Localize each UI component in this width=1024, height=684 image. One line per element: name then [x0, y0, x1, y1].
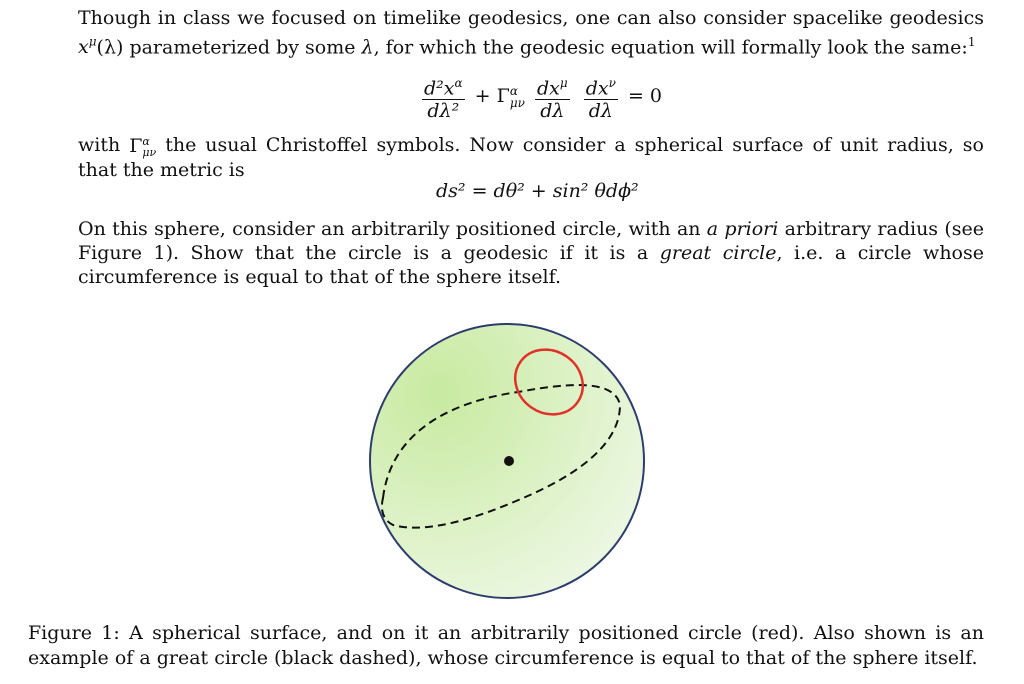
- paragraph-intro-text-a: Though in class we focused on timelike geodesics, one can also consider spacelike geodesics: [78, 7, 984, 29]
- paragraph-intro-text-b: parameterized by some: [123, 36, 362, 59]
- plus-sign: +: [474, 85, 491, 108]
- christoffel-inline-symbol: Γ α μν: [129, 135, 157, 159]
- x-mu-symbol: $x^\mu$: [78, 35, 97, 59]
- paragraph-task: On this sphere, consider an arbitrarily positioned circle, with an a priori arbitrary radius (see Figure 1). Show that the circle is a geodesic if it is a great circle, i.e. a circle whose circumference is equal to that of the sphere itself.: [78, 218, 984, 288]
- a-priori-italic: a priori: [706, 218, 779, 240]
- dx-mu-fraction: $\frac{dx^\mu}{d\lambda}$: [535, 72, 570, 122]
- paragraph-christoffel: with Γ α μν the usual Christoffel symbols. Now consider a spherical surface of unit radius, so that the metric is: [78, 134, 984, 181]
- figure-caption: Figure 1: A spherical surface, and on it an arbitrarily positioned circle (red). Also shown is an example of a great circle (black dashed), whose circumference is equal to that of the sphere itself.: [28, 622, 984, 669]
- sphere-center-dot: [504, 456, 514, 466]
- metric-equation: ds² = dθ² + sin² θdϕ²: [436, 180, 639, 202]
- second-derivative-fraction: $\frac{d^2x^\alpha}{\text{dλ²}}$: [422, 72, 465, 122]
- dx-nu-fraction: $\frac{dx^\nu}{d\lambda}$: [584, 72, 618, 122]
- footnote-marker[interactable]: 1: [967, 35, 976, 49]
- equals-zero: = 0: [627, 85, 662, 108]
- paragraph-intro-text-c: , for which the geodesic equation will formally look the same:: [373, 36, 968, 59]
- great-circle-italic: great circle: [659, 242, 777, 264]
- christoffel-symbol: Γ α μν: [496, 84, 525, 111]
- lambda-argument: (λ): [96, 36, 124, 59]
- lambda-symbol: λ: [361, 36, 374, 59]
